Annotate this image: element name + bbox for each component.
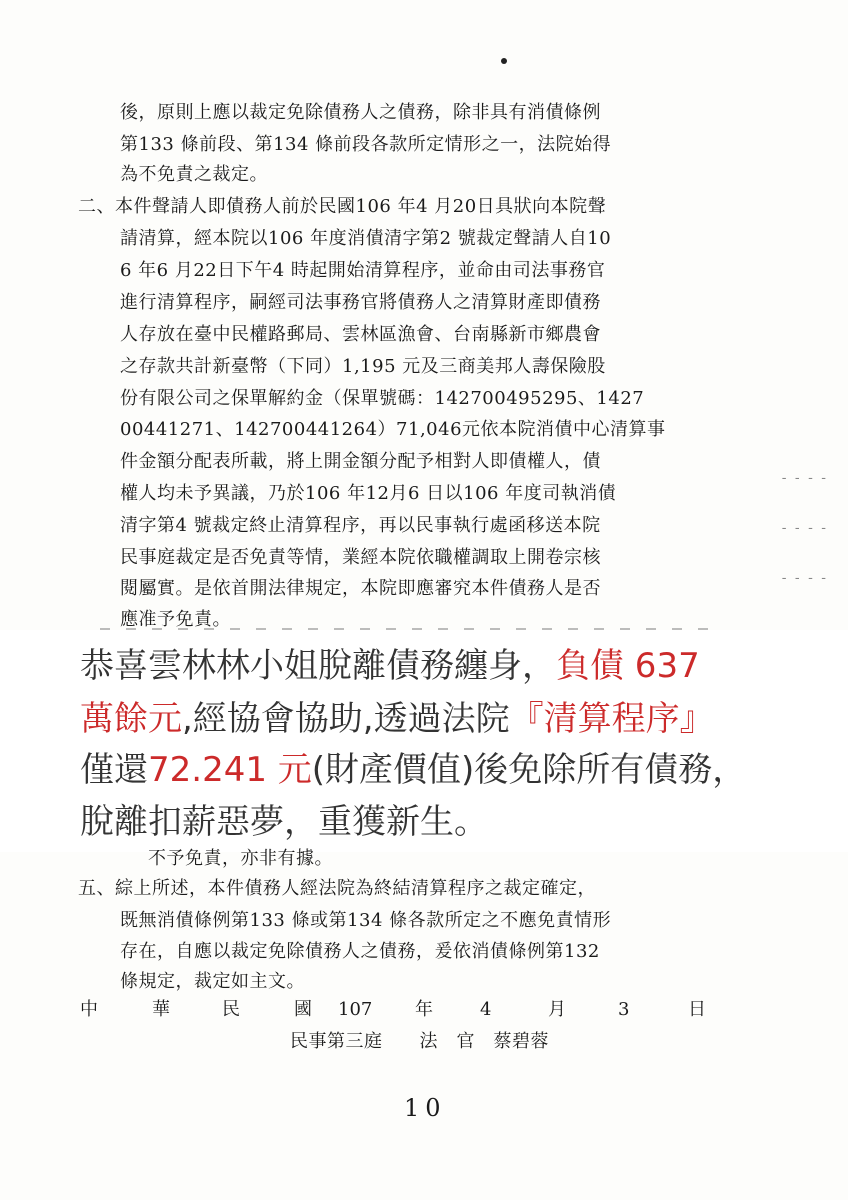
overlay-highlight: 萬餘元 [80,699,182,739]
overlay-text: (財產價值)後免除所有債務， [311,750,747,790]
text-line: 不予免責，亦非有據。 [148,848,333,869]
overlay-highlight: 『清算程序』 [509,699,714,739]
date-char: 日 [688,999,706,1020]
speck-mark [501,58,507,64]
text-line: 閱屬實。是依首開法律規定，本院即應審究本件債務人是否 [120,578,601,599]
text-line: 請清算，經本院以106 年度消債清字第2 號裁定聲請人自10 [120,228,612,249]
date-char: 年 [415,999,433,1020]
text-line: 民事庭裁定是否免責等情，業經本院依職權調取上開卷宗核 [120,547,601,568]
text-line: 之存款共計新臺幣（下同）1,195 元及三商美邦人壽保險股 [120,356,606,377]
text-line: 應准予免責。 [120,609,231,630]
text-line: 清字第4 號裁定終止清算程序，再以民事執行處函移送本院 [120,515,601,536]
congratulation-overlay [0,630,848,852]
text-line: 進行清算程序，嗣經司法事務官將債務人之清算財產即債務 [120,292,601,313]
section-five-heading-line: 五、綜上所述，本件債務人經法院為終結清算程序之裁定確定， [78,878,596,899]
text-line: 為不免責之裁定。 [120,164,268,185]
text-line: 權人均未予異議，乃於106 年12月6 日以106 年度司執消債 [120,483,617,504]
date-char: 國 [294,999,312,1020]
overlay-text: ,經協會協助,透過法院 [182,699,510,739]
text-line: 條規定，裁定如主文。 [120,971,305,992]
section-two-heading-line: 二、本件聲請人即債務人前於民國106 年4 月20日具狀向本院聲 [78,196,607,217]
scan-margin-marks: - - - - [781,520,828,536]
signature-line: 民事第三庭 法 官 蔡碧蓉 [290,1031,549,1052]
text-line: 存在，自應以裁定免除債務人之債務，爰依消債條例第132 [120,941,600,962]
overlay-text: 脫離扣薪惡夢，重獲新生。 [80,802,488,842]
text-line: 份有限公司之保單解約金（保單號碼：142700495295、1427 [120,388,645,409]
text-line: 6 年6 月22日下午4 時起開始清算程序，並命由司法事務官 [120,260,606,281]
date-char: 民 [222,999,240,1020]
overlay-line [80,748,746,792]
date-month: 4 [480,999,492,1020]
text-line: 既無消債條例第133 條或第134 條各款所定之不應免責情形 [120,910,612,931]
overlay-highlight: 72.241 元 [148,750,312,790]
overlay-line [80,644,700,688]
date-char: 華 [152,999,170,1020]
scan-margin-marks: - - - - [781,470,828,486]
overlay-highlight: 負債 637 [556,646,700,686]
overlay-text: 恭喜雲林林小姐脫離債務纏身， [80,646,556,686]
overlay-text: 僅還 [80,750,148,790]
page-number: 10 [404,1094,447,1122]
date-char: 月 [548,999,566,1020]
overlay-line [80,800,488,844]
date-day: 3 [618,999,630,1020]
text-line: 人存放在臺中民權路郵局、雲林區漁會、台南縣新市鄉農會 [120,324,601,345]
date-year: 107 [338,999,373,1020]
scan-margin-marks: - - - - [781,570,828,586]
overlay-line [80,697,714,741]
date-char: 中 [80,999,98,1020]
text-line: 第133 條前段、第134 條前段各款所定情形之一，法院始得 [120,134,612,155]
text-line: 後，原則上應以裁定免除債務人之債務，除非具有消債條例 [120,102,601,123]
text-line: 00441271、142700441264）71,046元依本院消債中心清算事 [120,419,666,440]
text-line: 件金額分配表所載，將上開金額分配予相對人即債權人，債 [120,451,601,472]
